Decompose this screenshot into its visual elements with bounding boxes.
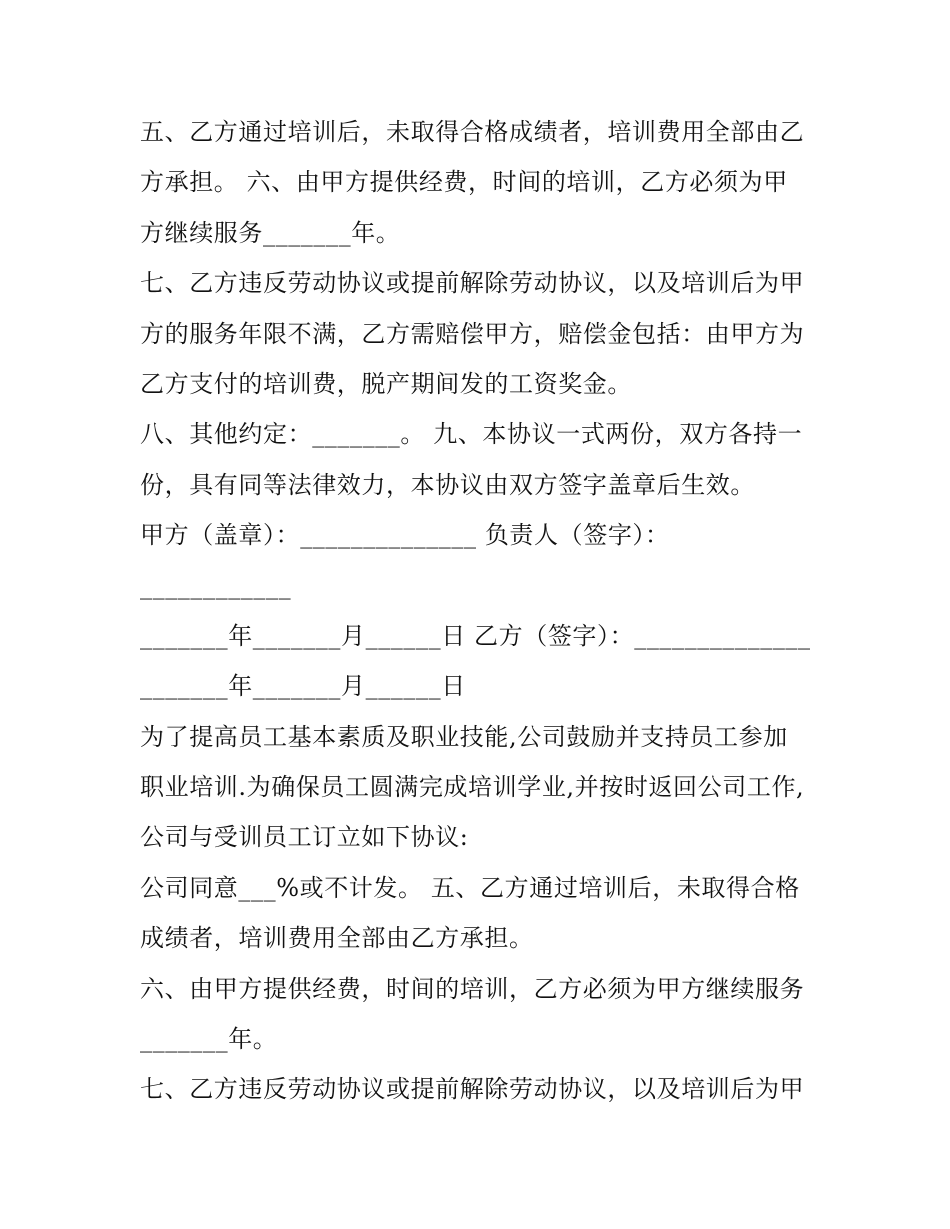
signature-date: _______年_______月______日 (140, 672, 466, 701)
text-line-clause-7-repeat: 七、乙方违反劳动协议或提前解除劳动协议，以及培训后为甲 (140, 1075, 805, 1104)
text-line-intro: 为了提高员工基本素质及职业技能,公司鼓励并支持员工参加 (140, 722, 788, 751)
text-line-company-agree: 公司同意___%或不计发。 五、乙方通过培训后，未取得合格 (140, 873, 800, 902)
text-line-clause-7-cont: 方的服务年限不满，乙方需赔偿甲方，赔偿金包括：由甲方为 (140, 319, 805, 348)
text-line-intro-cont: 职业培训.为确保员工圆满完成培训学业,并按时返回公司工作, (140, 773, 805, 802)
text-line-clause-9-end: 份，具有同等法律效力，本协议由双方签字盖章后生效。 (140, 470, 755, 499)
text-line-clause-5-end: 成绩者，培训费用全部由乙方承担。 (140, 924, 534, 953)
text-line-clause-7: 七、乙方违反劳动协议或提前解除劳动协议，以及培训后为甲 (140, 269, 805, 298)
text-line-clause-6-years: _______年。 (140, 1025, 278, 1054)
text-line-clause-5-6: 方承担。 六、由甲方提供经费，时间的培训，乙方必须为甲 (140, 168, 788, 197)
document-page (140, 107, 820, 1115)
text-line-clause-6-end: 方继续服务_______年。 (140, 218, 401, 247)
text-line-clause-6: 六、由甲方提供经费，时间的培训，乙方必须为甲方继续服务 (140, 974, 805, 1003)
text-line-clause-7-end: 乙方支付的培训费，脱产期间发的工资奖金。 (140, 369, 632, 398)
text-line-clause-5: 五、乙方通过培训后，未取得合格成绩者，培训费用全部由乙 (140, 118, 805, 146)
text-line-clause-8-9: 八、其他约定：_______。 九、本协议一式两份，双方各持一 (140, 420, 803, 449)
signature-responsible-blank: ____________ (140, 571, 292, 600)
signature-party-a: 甲方（盖章）：______________ 负责人（签字）： (140, 521, 670, 550)
signature-date-party-b: _______年_______月______日 乙方（签字）：______________ (140, 621, 811, 650)
text-line-intro-end: 公司与受训员工订立如下协议: (140, 823, 469, 852)
